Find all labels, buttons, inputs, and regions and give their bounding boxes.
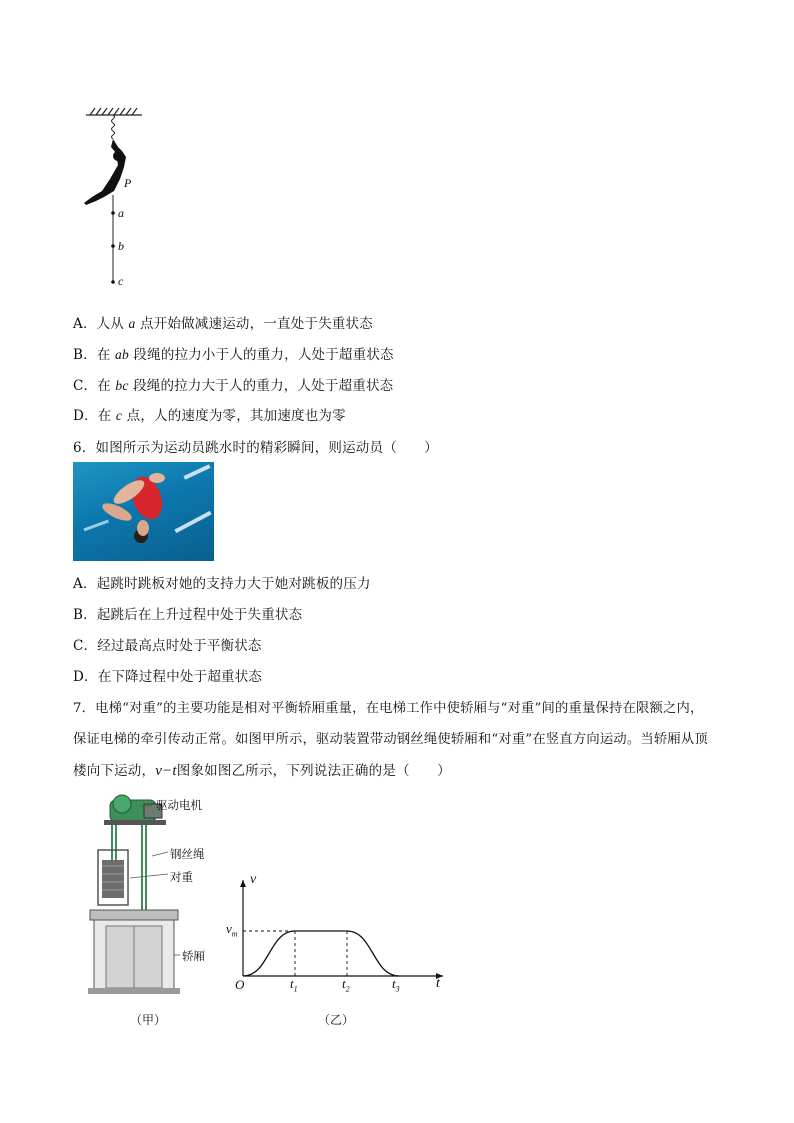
graph-origin: O <box>235 977 245 992</box>
q7-line-2: 保证电梯的牵引传动正常。如图甲所示，驱动装置带动钢丝绳使轿厢和“对重”在竖直方向运动。当轿厢从顶 <box>73 732 708 747</box>
q5-option-c: C．在 bc 段绳的拉力大于人的重力，人处于超重状态 <box>73 378 394 394</box>
q5-option-d: D．在 c 点，人的速度为零，其加速度也为零 <box>73 408 346 424</box>
label-b: b <box>118 239 124 253</box>
q7-line-3: 楼向下运动，v−t图象如图乙所示，下列说法正确的是（ ） <box>73 763 451 779</box>
q6-option-b: B．起跳后在上升过程中处于失重状态 <box>73 607 303 623</box>
caption-jia: （甲） <box>130 1013 167 1027</box>
q7-line-1: 7．电梯“对重”的主要功能是相对平衡轿厢重量，在电梯工作中使轿厢与“对重”间的重量保持在限额之内， <box>73 701 704 716</box>
elevator-diagram <box>82 790 212 1010</box>
label-P: P <box>124 176 132 190</box>
graph-v-label: v <box>250 872 257 887</box>
q5-option-b: B．在 ab 段绳的拉力小于人的重力，人处于超重状态 <box>73 347 394 363</box>
jumper-silhouette <box>84 139 126 205</box>
label-rope: 钢丝绳 <box>170 847 205 861</box>
q6-option-c: C．经过最高点时处于平衡状态 <box>73 638 262 654</box>
point-b <box>111 244 115 248</box>
label-c: c <box>118 274 124 288</box>
car-icon <box>88 910 180 994</box>
bungee-rope <box>112 115 115 139</box>
caption-yi: （乙） <box>318 1013 355 1027</box>
label-counterweight: 对重 <box>170 870 193 884</box>
vt-graph <box>225 870 455 1000</box>
ceiling-hatch <box>86 108 142 115</box>
point-c <box>111 280 115 284</box>
y-axis <box>240 880 246 976</box>
label-car: 轿厢 <box>182 949 205 963</box>
q5-option-a: A．人从 a 点开始做减速运动，一直处于失重状态 <box>73 316 373 332</box>
diver-photo <box>73 462 214 561</box>
q6-stem: 6．如图所示为运动员跳水时的精彩瞬间，则运动员（ ） <box>73 440 438 456</box>
graph-vm: $v_m$ <box>226 921 238 939</box>
label-motor: 驱动电机 <box>156 798 202 812</box>
bungee-figure <box>80 105 150 290</box>
graph-t-label: t <box>436 976 440 991</box>
graph-t2: $t_2$ <box>342 976 350 994</box>
vt-curve <box>243 931 399 976</box>
point-a <box>111 211 115 215</box>
graph-t1: $t_1$ <box>290 976 298 994</box>
q6-option-d: D．在下降过程中处于超重状态 <box>73 669 263 685</box>
label-a: a <box>118 206 124 220</box>
graph-t3: $t_3$ <box>392 976 400 994</box>
q6-option-a: A．起跳时跳板对她的支持力大于她对跳板的压力 <box>73 576 371 592</box>
